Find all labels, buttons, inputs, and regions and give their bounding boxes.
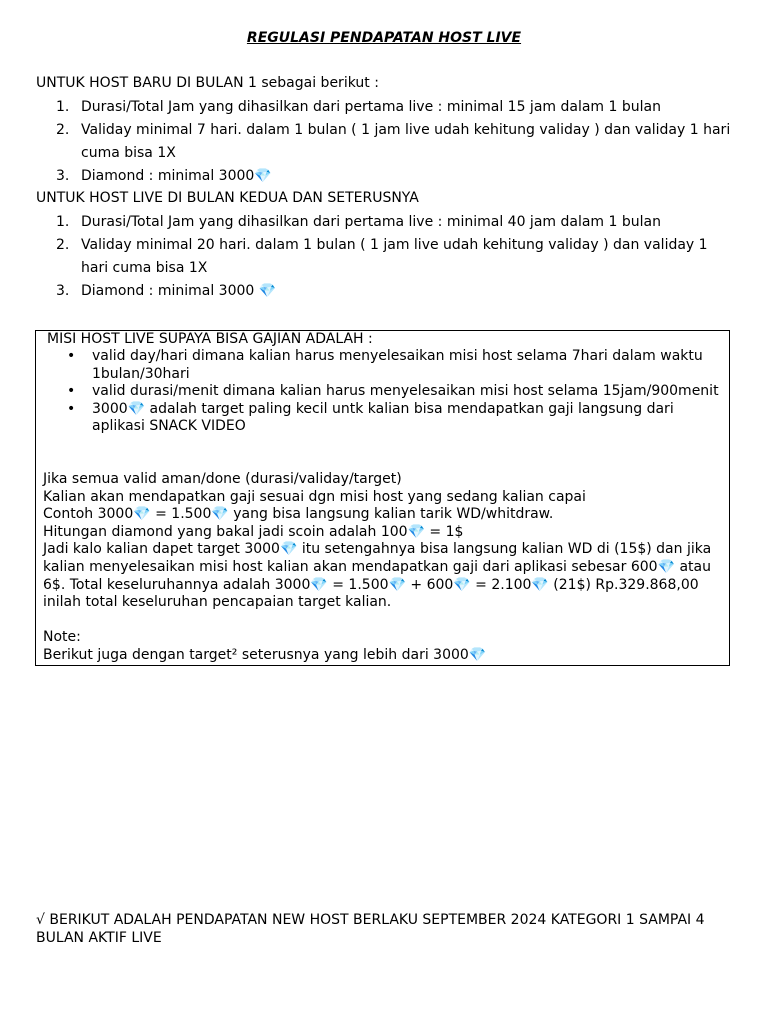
list-number: 2. — [56, 237, 70, 253]
second-month-requirements-list — [36, 211, 736, 303]
list-item-text: Validay minimal 20 hari. dalam 1 bulan ( 1 jam live udah kehitung validay ) dan validay 1 hari cuma bisa 1X — [81, 237, 708, 276]
list-item — [36, 96, 736, 119]
bullet-icon: • — [67, 400, 76, 417]
bullet-item-text: 3000💎 adalah target paling kecil untk kalian bisa mendapatkan gaji langsung dari aplikasi SNACK VIDEO — [92, 400, 674, 435]
bullet-icon: • — [67, 348, 76, 364]
document-title: REGULASI PENDAPATAN HOST LIVE — [246, 30, 522, 46]
bullet-item — [44, 401, 724, 436]
list-item-text: Diamond : minimal 3000 💎 — [81, 283, 277, 299]
new-host-requirements-list — [36, 96, 736, 188]
note-label: Note: — [43, 629, 81, 645]
bullet-item-text: valid durasi/menit dimana kalian harus menyelesaikan misi host selama 15jam/900menit — [92, 383, 719, 400]
valid-status-text: Jika semua valid aman/done (durasi/validay/target) — [43, 471, 402, 487]
mission-bullet-list — [44, 348, 724, 436]
list-item — [36, 119, 736, 165]
list-item — [36, 165, 736, 188]
total-calculation-text: Jadi kalo kalian dapet target 3000💎 itu setengahnya bisa langsung kalian WD di (15$) dan jika kalian menyelesaikan misi host kalian akan mendapatkan gaji dari aplikasi sebesar 600💎 atau 6$. Total keseluruhannya adalah 3000💎 = 1.500💎 + 600💎 = 2.100💎 (21$) Rp.329.868,00 inilah total keseluruhan pencapaian target kalian. — [43, 541, 712, 611]
section-heading-second-month: UNTUK HOST LIVE DI BULAN KEDUA DAN SETERUSNYA — [36, 190, 419, 206]
list-item-text: Diamond : minimal 3000💎 — [81, 168, 272, 184]
bullet-item-text: valid day/hari dimana kalian harus menyelesaikan misi host selama 7hari dalam waktu 1bulan/30hari — [92, 348, 703, 382]
bullet-item — [44, 348, 724, 383]
example-text: Contoh 3000💎 = 1.500💎 yang bisa langsung kalian tarik WD/whitdraw. — [43, 506, 554, 523]
list-number: 3. — [56, 283, 70, 299]
list-number: 3. — [56, 168, 70, 184]
list-item-text: Validay minimal 7 hari. dalam 1 bulan ( 1 jam live udah kehitung validay ) dan validay 1 hari cuma bisa 1X — [81, 122, 731, 161]
mission-box-heading: MISI HOST LIVE SUPAYA BISA GAJIAN ADALAH : — [47, 331, 373, 347]
list-item-text: Durasi/Total Jam yang dihasilkan dari pertama live : minimal 15 jam dalam 1 bulan — [81, 99, 661, 115]
list-number: 2. — [56, 122, 70, 138]
diamond-conversion-text: Hitungan diamond yang bakal jadi scoin adalah 100💎 = 1$ — [43, 523, 464, 540]
list-item — [36, 234, 736, 280]
list-item — [36, 280, 736, 303]
list-item-text: Durasi/Total Jam yang dihasilkan dari pertama live : minimal 40 jam dalam 1 bulan — [81, 214, 661, 230]
salary-description-text: Kalian akan mendapatkan gaji sesuai dgn misi host yang sedang kalian capai — [43, 488, 586, 505]
footer-announcement: √ BERIKUT ADALAH PENDAPATAN NEW HOST BERLAKU SEPTEMBER 2024 KATEGORI 1 SAMPAI 4 BULAN AKTIF LIVE — [36, 912, 705, 946]
bullet-icon: • — [67, 383, 76, 400]
section-heading-new-host: UNTUK HOST BARU DI BULAN 1 sebagai berikut : — [36, 75, 379, 91]
mission-info-box — [35, 330, 730, 666]
bullet-item — [44, 383, 724, 401]
list-item — [36, 211, 736, 234]
list-number: 1. — [56, 99, 70, 115]
note-text: Berikut juga dengan target² seterusnya yang lebih dari 3000💎 — [43, 646, 487, 663]
list-number: 1. — [56, 214, 70, 230]
